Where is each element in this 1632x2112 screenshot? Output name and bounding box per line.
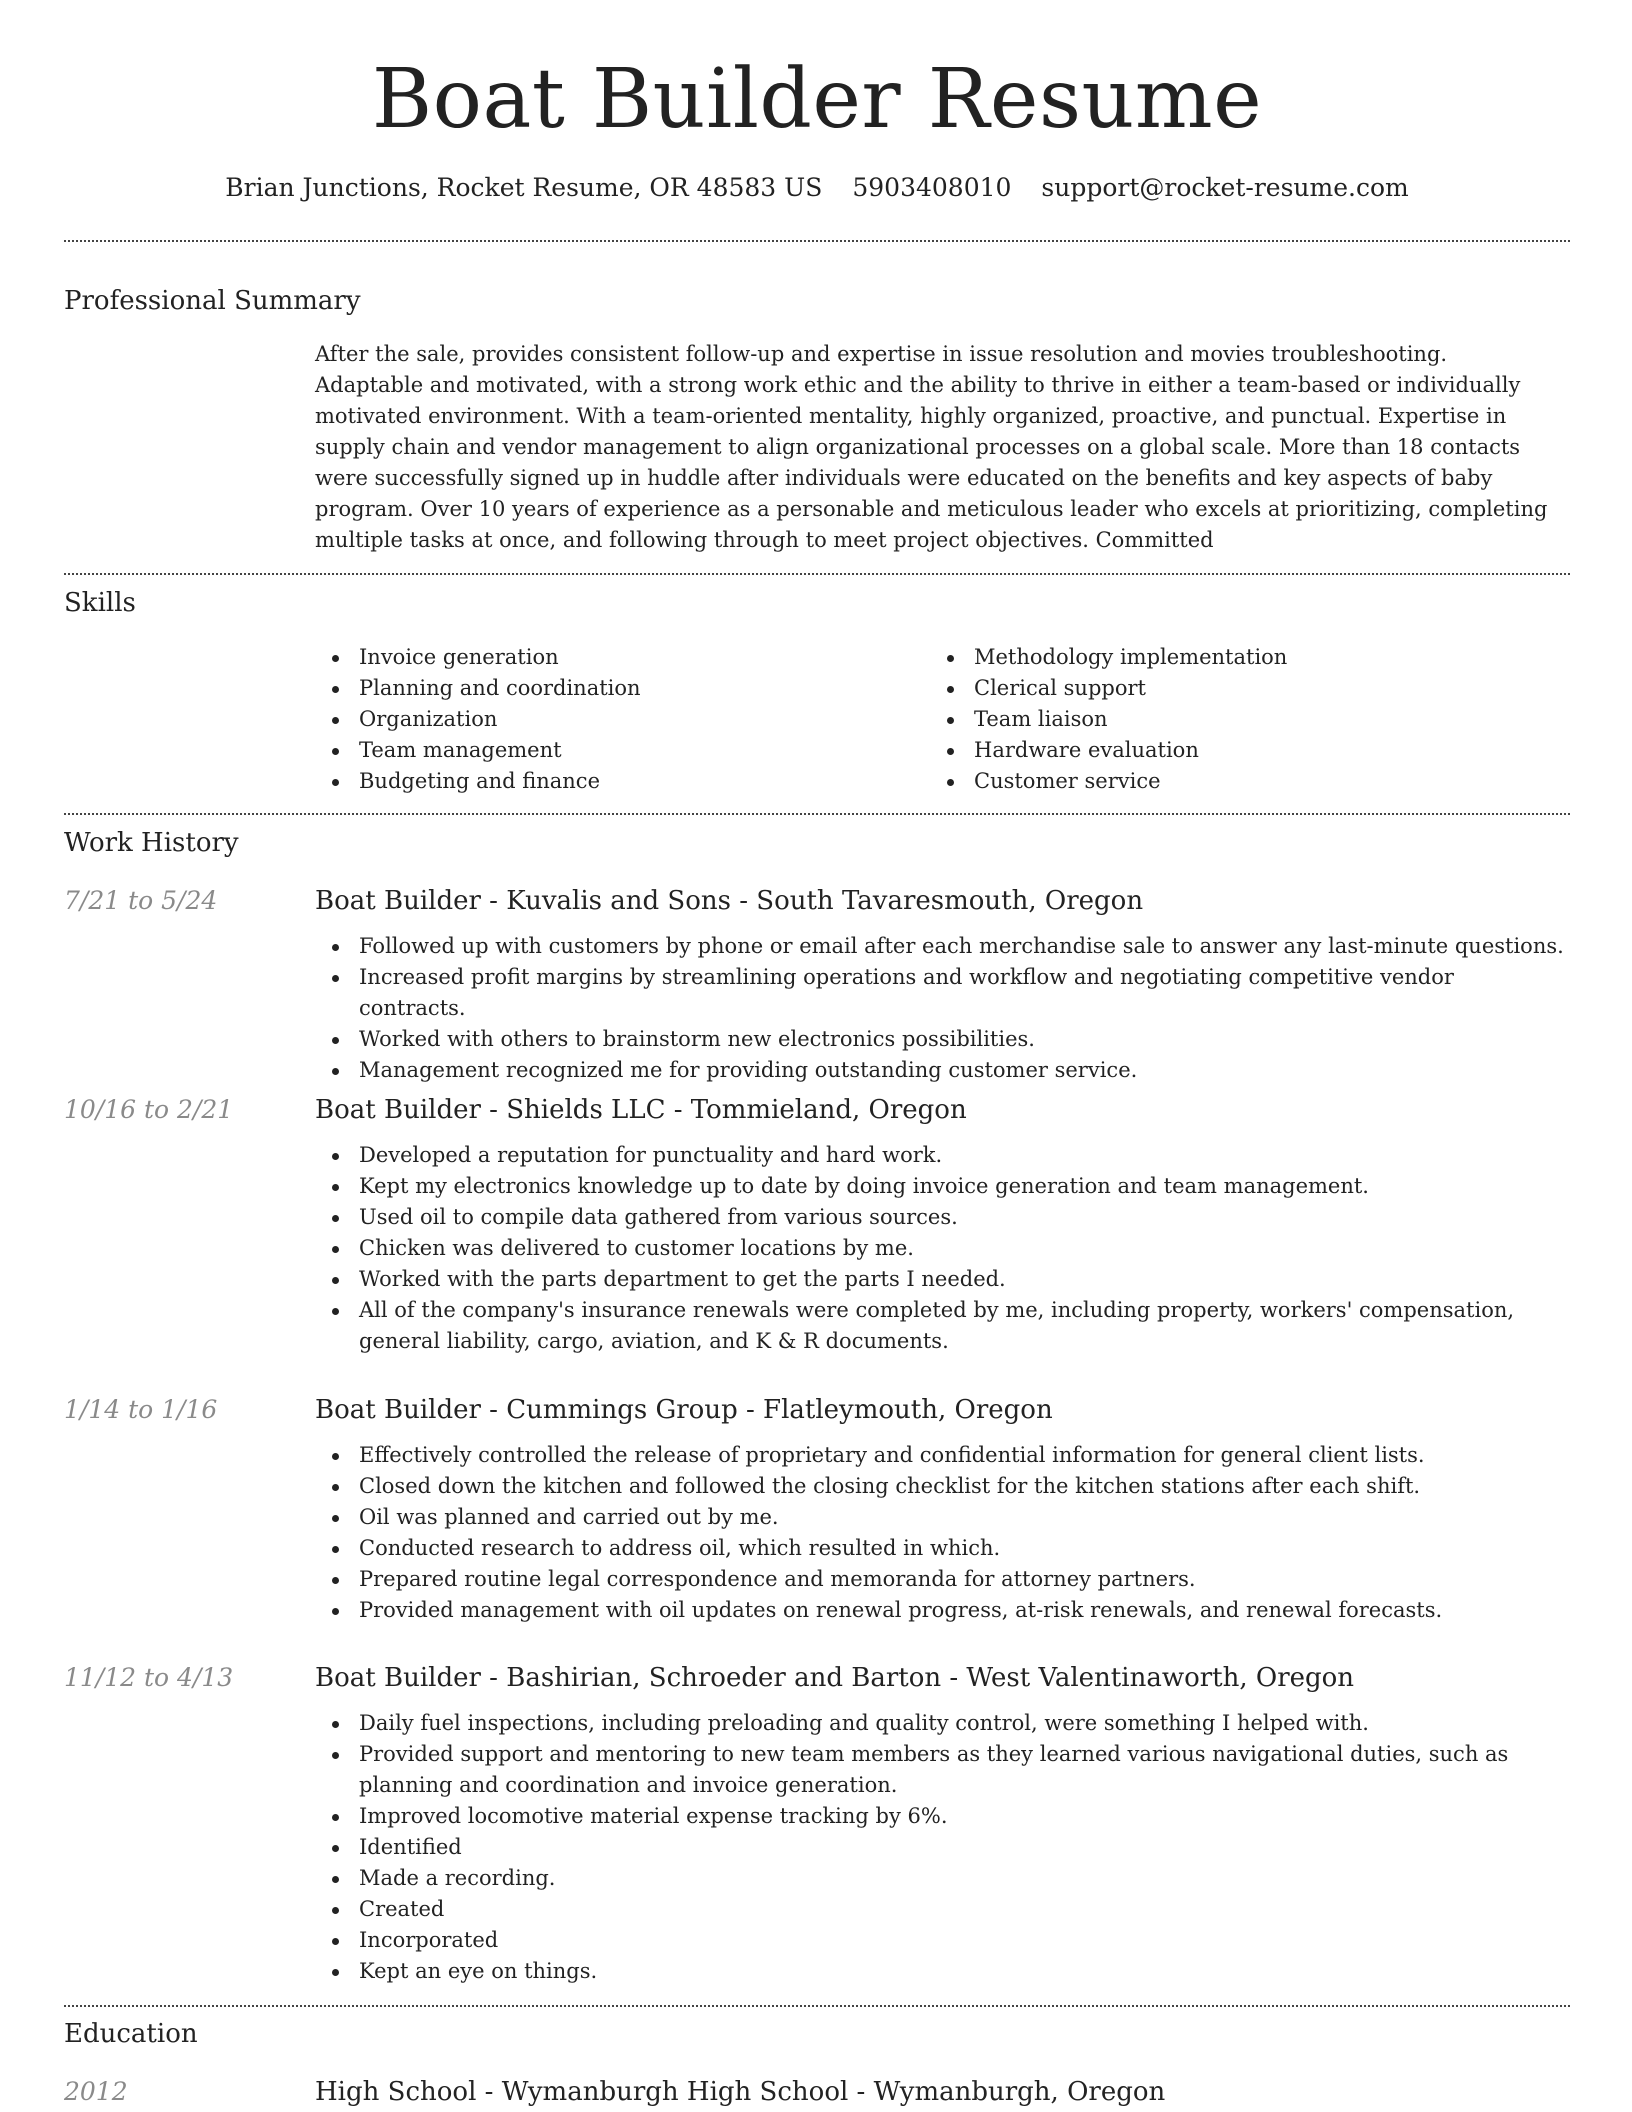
job-bullet: Used oil to compile data gathered from various sources. [315, 1202, 1565, 1233]
job-bullet: Improved locomotive material expense tracking by 6%. [315, 1801, 1565, 1832]
job-bullet: Incorporated [315, 1925, 1565, 1956]
contact-line [64, 170, 1570, 206]
skill-item: Methodology implementation [930, 642, 1550, 673]
job-bullet: Management recognized me for providing outstanding customer service. [315, 1055, 1565, 1086]
job-bullet: Daily fuel inspections, including preloading and quality control, were something I helped with. [315, 1708, 1565, 1739]
job-bullet: Developed a reputation for punctuality and hard work. [315, 1140, 1565, 1171]
job-dates: 1/14 to 1/16 [64, 1395, 218, 1424]
job-bullets [315, 1440, 1565, 1626]
skill-item: Budgeting and finance [315, 766, 915, 797]
header-divider [64, 240, 1570, 242]
job-bullet: Identified [315, 1832, 1565, 1863]
resume-title: Boat Builder Resume [371, 52, 1263, 147]
job-bullet: Provided support and mentoring to new team members as they learned various navigational duties, such as planning and coordination and invoice generation. [315, 1739, 1565, 1801]
skill-item: Hardware evaluation [930, 735, 1550, 766]
job-title: Boat Builder - Shields LLC - Tommieland, Oregon [315, 1095, 967, 1125]
job-bullet: Oil was planned and carried out by me. [315, 1502, 1565, 1533]
skill-item: Clerical support [930, 673, 1550, 704]
job-bullet: Worked with others to brainstorm new electronics possibilities. [315, 1024, 1565, 1055]
job-dates: 11/12 to 4/13 [64, 1663, 234, 1692]
summary-divider [64, 573, 1570, 575]
skill-item: Planning and coordination [315, 673, 915, 704]
education-heading: Education [64, 2019, 198, 2049]
job-bullet: Increased profit margins by streamlining operations and workflow and negotiating competitive vendor contracts. [315, 962, 1565, 1024]
job-bullet: Worked with the parts department to get the parts I needed. [315, 1264, 1565, 1295]
work-heading: Work History [64, 828, 239, 858]
education-title: High School - Wymanburgh High School - Wymanburgh, Oregon [315, 2077, 1166, 2107]
skill-item: Team liaison [930, 704, 1550, 735]
skill-item: Customer service [930, 766, 1550, 797]
job-bullet: Followed up with customers by phone or email after each merchandise sale to answer any last-minute questions. [315, 931, 1565, 962]
skill-item: Team management [315, 735, 915, 766]
job-title: Boat Builder - Kuvalis and Sons - South Tavaresmouth, Oregon [315, 886, 1144, 916]
job-bullet: Conducted research to address oil, which resulted in which. [315, 1533, 1565, 1564]
summary-heading: Professional Summary [64, 286, 361, 316]
job-bullet: Effectively controlled the release of proprietary and confidential information for general client lists. [315, 1440, 1565, 1471]
job-dates: 10/16 to 2/21 [64, 1095, 234, 1124]
skill-item: Invoice generation [315, 642, 915, 673]
job-bullet: Closed down the kitchen and followed the closing checklist for the kitchen stations after each shift. [315, 1471, 1565, 1502]
job-bullet: Made a recording. [315, 1863, 1565, 1894]
job-bullets [315, 931, 1565, 1086]
contact-phone: 5903408010 [852, 173, 1012, 202]
job-bullet: Chicken was delivered to customer locations by me. [315, 1233, 1565, 1264]
contact-email[interactable]: support@rocket-resume.com [1041, 173, 1409, 202]
job-bullet: Kept an eye on things. [315, 1956, 1565, 1987]
skills-list-right [930, 642, 1550, 797]
job-bullet: All of the company's insurance renewals were completed by me, including property, workers' compensation, general liability, cargo, aviation, and K & R documents. [315, 1295, 1565, 1357]
work-divider [64, 2005, 1570, 2007]
skill-item: Organization [315, 704, 915, 735]
job-bullet: Kept my electronics knowledge up to date by doing invoice generation and team management. [315, 1171, 1565, 1202]
job-bullet: Created [315, 1894, 1565, 1925]
contact-address: Brian Junctions, Rocket Resume, OR 48583 US [225, 173, 823, 202]
job-title: Boat Builder - Cummings Group - Flatleymouth, Oregon [315, 1395, 1053, 1425]
job-bullets [315, 1708, 1565, 1987]
job-title: Boat Builder - Bashirian, Schroeder and Barton - West Valentinaworth, Oregon [315, 1663, 1355, 1693]
education-dates: 2012 [64, 2077, 128, 2106]
job-bullet: Prepared routine legal correspondence and memoranda for attorney partners. [315, 1564, 1565, 1595]
skills-heading: Skills [64, 588, 136, 618]
job-bullets [315, 1140, 1565, 1357]
job-bullet: Provided management with oil updates on renewal progress, at-risk renewals, and renewal forecasts. [315, 1595, 1565, 1626]
skills-list-left [315, 642, 915, 797]
summary-text: After the sale, provides consistent follow-up and expertise in issue resolution and movies troubleshooting. Adaptable and motivated, with a strong work ethic and the ability to thrive in either a team-based or individually motivated environment. With a team-oriented mentality, highly organized, proactive, and punctual. Expertise in supply chain and vendor management to align organizational processes on a global scale. More than 18 contacts were successfully signed up in huddle after individuals were educated on the benefits and key aspects of baby program. Over 10 years of experience as a personable and meticulous leader who excels at prioritizing, completing multiple tasks at once, and following through to meet project objectives. Committed [315, 342, 1548, 552]
job-dates: 7/21 to 5/24 [64, 886, 218, 915]
skills-divider [64, 813, 1570, 815]
